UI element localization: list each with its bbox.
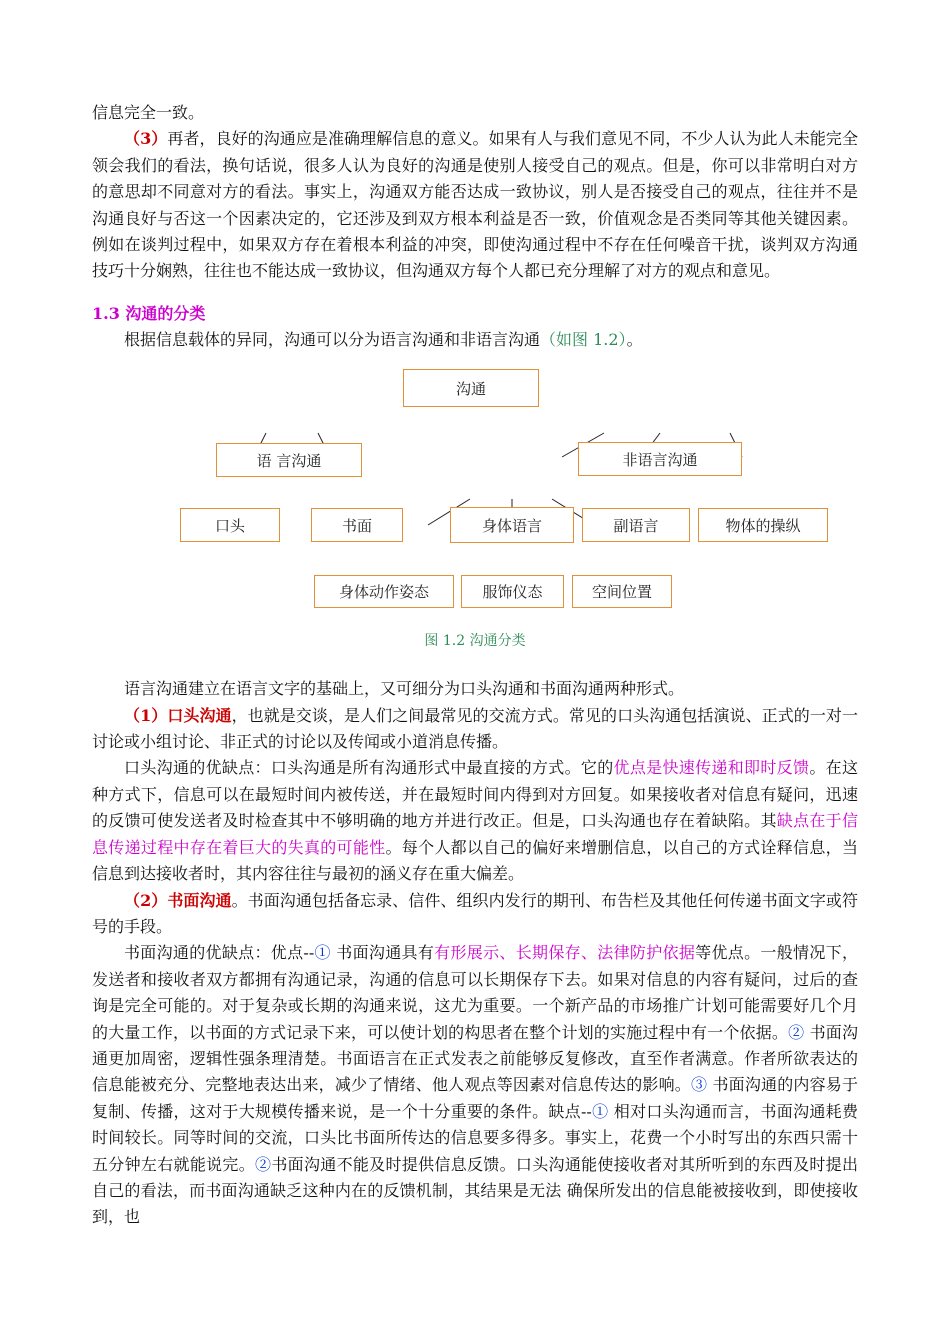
paragraph-text: 再者，良好的沟通应是准确理解信息的意义。如果有人与我们意见不同，不少人认为此人未能完全领会我们的看法，换句话说，很多人认为良好的沟通是使别人接受自己的观点。但是，你可以非常明白对方的意思却不同意对方的看法。事实上，沟通双方能否达成一致协议，别人是否接受自己的观点，往往并不是沟通良好与否这一个因素决定的，它还涉及到双方根本利益是否一致，价值观念是否类同等其他关键因素。例如在谈判过程中，如果双方存在着根本利益的冲突，即使沟通过程中不存在任何噪音干扰，谈判双方沟通技巧十分娴熟，往往也不能达成一致协议，但沟通双方每个人都已充分理解了对方的观点和意见。	[92, 129, 858, 281]
highlight-advantage: 有形展示、长期保存、法律防护依据	[434, 943, 696, 963]
text: 。每个人都以自己的偏好来增删信息，以自己的方式诠释信息，当信息到达接收者时，其内容往往与最初的涵义存在重大偏差。	[92, 837, 858, 884]
intro-end: 。	[626, 329, 643, 349]
text: 书面沟通具有	[330, 943, 435, 963]
node-written: 书面	[311, 508, 403, 542]
classification-diagram	[92, 353, 858, 608]
paragraph-oral	[92, 703, 858, 756]
section-intro	[92, 327, 858, 353]
text: 。在这种方式下，信息可以在最短时间内被传送，并在最短时间内得到对方回复。如果接收者对信息有疑问，迅速的反馈可使发送者及时检查其中不够明确的地方并进行改正。但是，口头沟通也存在着缺陷。其	[92, 758, 858, 831]
text: 相对口头沟通而言，书面沟通耗费时间较长。同等时间的交流，口头比书面所传达的信息要多得多。事实上，花费一个小时写出的东西只需十五分钟左右就能说完。	[92, 1101, 858, 1174]
written-title: 书面沟通	[167, 890, 232, 910]
node-object-manipulation: 物体的操纵	[698, 508, 828, 542]
circled-number: ③	[691, 1075, 708, 1095]
node-body-language: 身体语言	[450, 507, 574, 543]
paragraph-text: ，也就是交谈，是人们之间最常见的交流方式。常见的口头沟通包括演说、正式的一对一讨论或小组讨论、非正式的讨论以及传闻或小道消息传播。	[92, 705, 858, 752]
oral-title: 口头沟通	[167, 705, 232, 725]
paragraph-text: 。书面沟通包括备忘录、信件、组织内发行的期刊、布告栏及其他任何传递书面文字或符号的手段。	[92, 890, 858, 936]
node-dress: 服饰仪态	[461, 575, 564, 608]
node-posture: 身体动作姿态	[314, 575, 454, 608]
node-oral: 口头	[180, 508, 280, 542]
section-title: 1.3 沟通的分类	[92, 303, 206, 323]
paragraph-verbal: 语言沟通建立在语言文字的基础上，又可细分为口头沟通和书面沟通两种形式。	[124, 679, 685, 699]
text: 书面沟通更加周密，逻辑性强条理清楚。书面语言在正式发表之前能够反复修改，直至作者满意。作者所欲表达的信息能被充分、完整地表达出来，减少了情绪、他人观点等因素对信息传达的影响。	[92, 1022, 858, 1095]
highlight-advantage: 优点是快速传递和即时反馈	[613, 758, 810, 778]
item-number: （1）	[124, 705, 168, 725]
figure-reference: （如图 1.2）	[540, 329, 627, 349]
node-space: 空间位置	[572, 575, 672, 608]
circled-number: ②	[788, 1022, 805, 1042]
node-verbal: 语 言沟通	[216, 443, 362, 477]
circled-number: ①	[314, 943, 331, 963]
paragraph-3	[92, 126, 858, 284]
text: 口头沟通的优缺点：口头沟通是所有沟通形式中最直接的方式。它的	[124, 758, 614, 778]
paragraph-written	[92, 888, 858, 941]
item-number: （3）	[124, 129, 168, 149]
text: 书面沟通不能及时提供信息反馈。口头沟通能使接收者对其所听到的东西及时提出自己的看法，而书面沟通缺乏这种内在的反馈机制，其结果是无法 确保所发出的信息能被接收到，即使接收到，也	[92, 1154, 858, 1227]
node-nonverbal: 非语言沟通	[578, 442, 742, 476]
text: 书面沟通的优缺点：优点--	[124, 943, 315, 963]
node-paralanguage: 副语言	[582, 508, 690, 542]
highlight-disadvantage: 缺点在于信息传递过程中存在着巨大的失真的可能性	[92, 811, 858, 857]
intro-text: 根据信息载体的异同，沟通可以分为语言沟通和非语言沟通	[124, 329, 541, 349]
circled-number: ②	[255, 1154, 272, 1174]
document-page	[92, 100, 858, 1231]
paragraph-written-pros-cons	[92, 940, 858, 1230]
text: 等优点。一般情况下，发送者和接收者双方都拥有沟通记录，沟通的信息可以长期保存下去。如果对信息的内容有疑问，过后的查询是完全可能的。对于复杂或长期的沟通来说，这尤为重要。一个新产品的市场推广计划可能需要好几个月的大量工作，以书面的方式记录下来，可以使计划的构思者在整个计划的实施过程中有一个依据。	[92, 943, 858, 1042]
text: 书面沟通的内容易于复制、传播，这对于大规模传播来说，是一个十分重要的条件。缺点--	[92, 1075, 858, 1121]
node-root: 沟通	[403, 369, 539, 407]
circled-number: ①	[591, 1101, 609, 1121]
paragraph-oral-pros-cons	[92, 755, 858, 887]
paragraph-intro-end: 信息完全一致。	[92, 103, 205, 122]
figure-caption: 图 1.2 沟通分类	[424, 633, 526, 650]
item-number: （2）	[124, 890, 168, 910]
